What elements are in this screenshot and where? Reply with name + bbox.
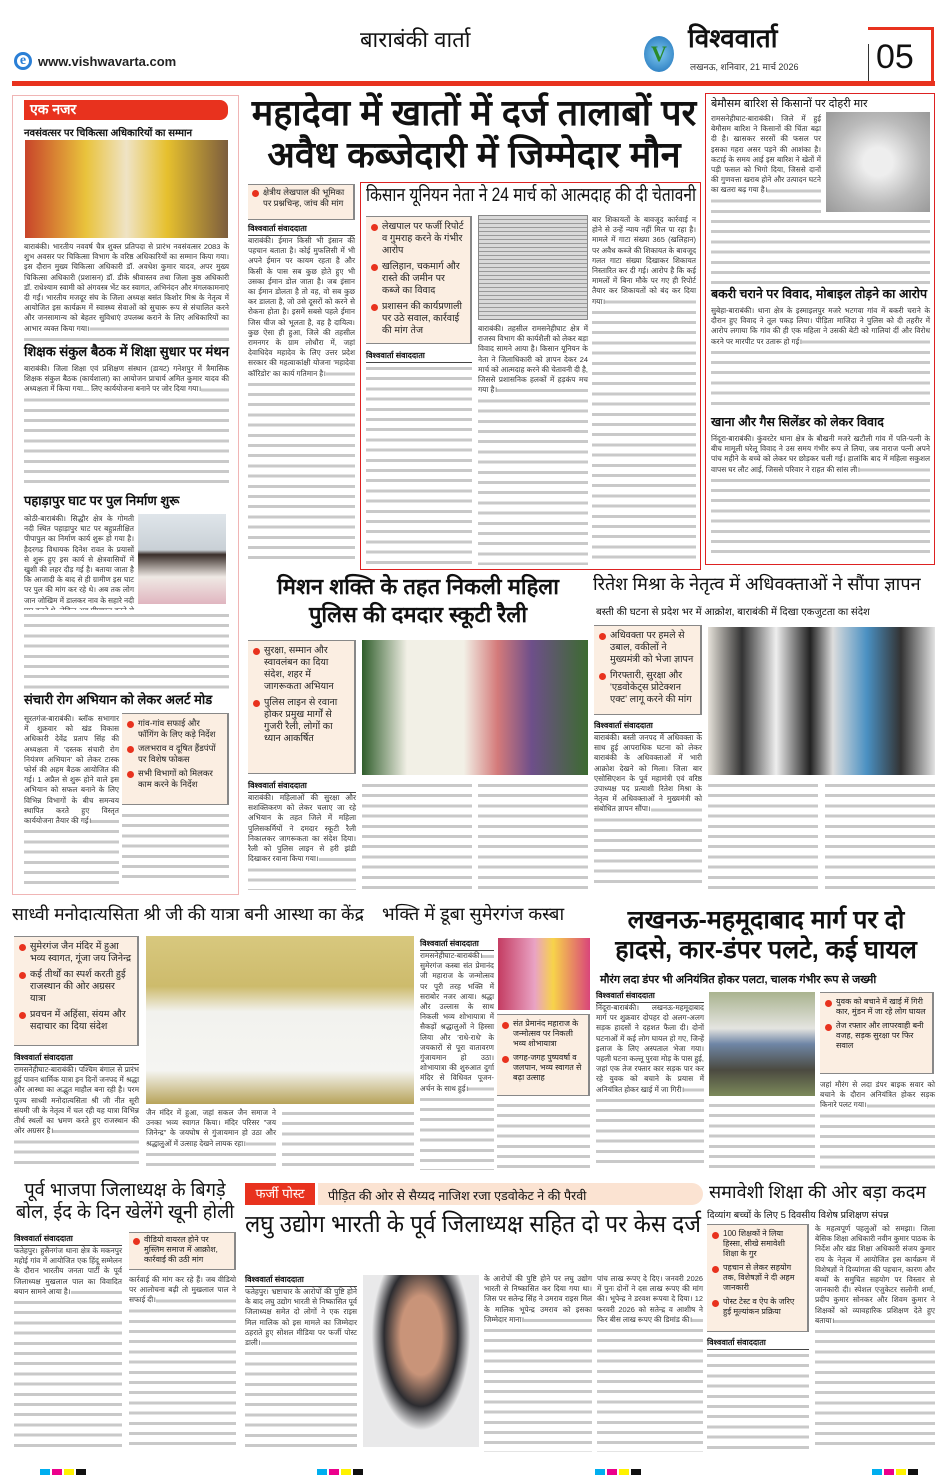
highlight-item: कई तीर्थों का स्पर्श करती हुई राजस्थान की ओर अग्रसर यात्रा	[19, 969, 132, 1005]
article-title: पहाड़ापुर घाट पर पुल निर्माण शुरू	[24, 493, 180, 508]
article-body: फतेहपुर। भ्रष्टाचार के आरोपों की पुष्टि होने के बाद लघु उद्योग भारती से निष्कासित पूर्व जिलाध्यक्ष समेत दो लोगों ने एक राइस मिल मालिक को इस मामले का जिम्मेदार ठहराते हुए सोशल मीडिया पर फर्जी पोस्ट डाली।	[245, 1287, 357, 1452]
highlights-box	[14, 936, 139, 1046]
byline: विश्ववार्ता संवाददाता	[248, 223, 355, 236]
article-title: बेमौसम बारिश से किसानों पर दोहरी मार	[711, 98, 868, 110]
highlights-box	[366, 216, 472, 344]
article-body: बाराबंकी। ईमान किसी भी इंसान की पहचान बताता है। कोई मुफलिसी में भी अपने ईमान पर कायम रहता है और किसी के पास सब कुछ होते हुए भी उसका ईमान डोल जाता है। जब इंसान का ईमान डोलता है तो वह, वो सब कुछ कर डालता है, जो उसे दूसरों को करने से रोकना होता है। इसमें सबसे पहले ईमान जिस चीज को भूलता है, वह है दायित्व। कुछ ऐसा ही हुआ, जिले की तहसील रामनगर के ग्राम लोधौरा में, जहां देवाधिदेव महादेव के लिए उत्तर प्रदेश सरकार की महत्वाकांक्षी योजना 'महादेवा कॉरिडोर' का कार्य गतिमान है।	[248, 236, 355, 566]
lead-headline	[248, 92, 700, 176]
article-body: निंदूरा-बाराबंकी। लखनऊ-महमूदाबाद मार्ग पर शुक्रवार दोपहर दो अलग-अलग सड़क हादसों ने दहशत फैला दी। दोनों घटनाओं में कई लोग घायल हो गए, जिन्हें इलाज के लिए अस्पताल भेजा गया। पहली घटना कल्लू पुरवा मोड़ के पास हुई, जहां एक तेज रफ्तार कार सड़क पार कर रहे युवक को बचाने के प्रयास में अनियंत्रित होकर खाई में जा गिरी।	[596, 1003, 704, 1170]
brand-logo: V	[644, 36, 674, 72]
article-body-cont	[24, 610, 229, 690]
article-body: के महत्वपूर्ण पहलुओं को समझा। जिला बेसिक शिक्षा अधिकारी नवीन कुमार पाठक के निर्देश और खंड शिक्षा अधिकारी संजय कुमार राय के नेतृत्व में आयोजित इस कार्यक्रम में विशेषज्ञों ने दिव्यांगता की पहचान, कारण और बच्चों के समुचित सहयोग पर विस्तार से जानकारी दी। स्पेशल एजुकेटर सलोनी शर्मा, प्रदीप कुमार सोनकर और शिवम कुमार ने शिक्षकों को व्यावहारिक प्रशिक्षण देते हुए बताया।	[815, 1224, 935, 1452]
highlight-item: 100 शिक्षकों ने लिया हिस्सा, सीखे समावेशी शिक्षा के गुर	[712, 1229, 802, 1259]
article-headline	[596, 905, 936, 965]
article-title: साध्वी मनोदात्यसिता श्री जी की यात्रा बनी आस्था का केंद्र	[12, 904, 364, 924]
highlight-item: तेज रफ्तार और लापरवाही बनी वजह, सड़क सुरक्षा पर फिर सवाल	[825, 1021, 927, 1051]
article-title: लघु उद्योग भारती के पूर्व जिलाध्यक्ष सहित दो पर केस दर्ज	[245, 1211, 701, 1238]
highlight-item: प्रशासन की कार्यप्रणाली पर उठे सवाल, कार्रवाई की मांग तेज	[371, 301, 465, 337]
article-title: खाना और गैस सिलेंडर को लेकर विवाद	[711, 415, 884, 429]
headline-line: लखनऊ-महमूदाबाद मार्ग पर दो	[627, 906, 905, 934]
article-body: कोठी-बाराबंकी। सिद्धौर क्षेत्र के गोमती नदी स्थित पहाड़ापुर घाट पर बहुप्रतीक्षित पीपापुल का निर्माण कार्य शुरू हो गया है। हैदरगढ़ विधायक दिनेश रावत के प्रयासों से शुरू हुए इस कार्य से क्षेत्रवासियों में खुशी की लहर दौड़ गई है। बताया जाता है कि आजादी के बाद से ही ग्रामीण इस घाट पर पुल की मांग कर रहे थे। अब तक लोग जान जोखिम में डालकर नाव के सहारे नदी	[24, 514, 134, 608]
article-body: फतेहपुर। हुसैनगंज थाना क्षेत्र के मकनपुर महोई गांव में आयोजित एक हिंदू सम्मेलन के दौरान भारतीय जनता पार्टी के पूर्व जिलाध्यक्ष मुखलाल पाल का विवादित बयान सामने आया है।	[14, 1246, 122, 1452]
article-title: किसान यूनियन नेता ने 24 मार्च को आत्मदाह की दी चेतावनी	[366, 185, 696, 206]
byline: विश्ववार्ता संवाददाता	[248, 780, 356, 793]
article-body-cont	[497, 1100, 590, 1170]
color-registration-marks	[40, 1462, 920, 1480]
highlight-item: क्षेत्रीय लेखपाल की भूमिका पर प्रश्नचिन्ह, जांच की मांग	[252, 187, 349, 209]
article-body-cont	[362, 780, 472, 890]
article-body: बाराबंकी। तहसील रामसनेहीघाट क्षेत्र में राजस्व विभाग की कार्यशैली को लेकर बड़ा विवाद सामने आया है। किसान यूनियन के नेता ने जिलाधिकारी को ज्ञापन देकर 24 मार्च को आत्मदाह करने की चेतावनी दी है, जिससे प्रशासनिक हलकों में हड़कंप मच गया है।	[478, 324, 588, 565]
strapline: पीड़ित की ओर से सैय्यद नाजिश रजा एडवोकेट ने की पैरवी	[328, 1189, 587, 1203]
highlight-item: प्रवचन में अहिंसा, संयम और सदाचार का दिया संदेश	[19, 1009, 132, 1033]
lead-highlight	[248, 184, 355, 220]
byline: विश्ववार्ता संवाददाता	[245, 1274, 357, 1287]
highlight-item: सभी विभागों को मिलकर काम करने के निर्देश	[127, 768, 222, 789]
article-body-cont	[282, 1108, 414, 1170]
article-body: रामसनेहीघाट-बाराबंकी। पश्चिम बंगाल से प्रारंभ हुई पावन धार्मिक यात्रा इन दिनों जनपद में श्रद्धा और आस्था का अद्भुत माहौल बना रही है। परम पूज्य साध्वी मनोदात्यसिता श्री जी नीत सूरी संयमी जी के नेतृत्व में चल रही यह यात्रा विभिन्न तीर्थ स्थलों का भ्रमण करते हुए राजस्थान की ओर अग्रसर है।	[14, 1065, 139, 1170]
article-body: बाराबंकी। बस्ती जनपद में अधिवक्ता के साथ हुई आपराधिक घटना को लेकर बाराबंकी के अधिवक्ताओं में भारी आक्रोश देखने को मिला। जिला बार एसोसिएशन के पूर्व महामंत्री एवं वरिष्ठ उपाध्यक्ष पद प्रत्याशी रितेश मिश्रा के नेतृत्व में अधिवक्ताओं ने मुख्यमंत्री को संबोधित ज्ञापन सौंपा।	[594, 733, 702, 890]
article-title: पूर्व भाजपा जिलाध्यक्ष के बिगड़े बोल, ईद के दिन खेलेंगे खूनी होली	[15, 1180, 235, 1223]
highlights-box	[820, 992, 934, 1074]
shobhayatra-photo	[498, 938, 590, 1010]
memorandum-document-photo	[478, 215, 588, 320]
accused-portrait	[363, 1275, 479, 1447]
mla-photo	[138, 514, 226, 604]
article-body: बार शिकायतों के बावजूद कार्रवाई न होने से उन्हें न्याय नहीं मिल पा रहा है। मामले में गाटा संख्या 365 (खलिहान) पर अवैध कब्जे की शिकायत के बावजूद गलत गाटा संख्या दिखाकर शिकायत निस्तारित कर दी गई। आरोप है कि कई मामलों में बिना मौके पर गए ही रिपोर्ट तैयार कर शिकायतों को बंद कर दिया गया।	[592, 215, 696, 565]
article-subtitle: मौरंग लदा डंपर भी अनियंत्रित होकर पलटा, चालक गंभीर रूप से जख्मी	[600, 974, 877, 986]
highlight-item: गिरफ्तारी, सुरक्षा और 'एडवोकेट्स प्रोटेक्शन एक्ट' लागू करने की मांग	[599, 670, 695, 706]
hail-photo	[826, 112, 930, 212]
brand-name: विश्ववार्ता	[688, 23, 778, 53]
scooty-rally-photo	[362, 640, 588, 775]
headline-line: हादसे, कार-डंपर पलटे, कई घायल	[615, 936, 917, 964]
highlight-item: सुरक्षा, सम्मान और स्वावलंबन का दिया संदेश, शहर में जागरूकता अभियान	[253, 645, 349, 693]
advocates-photo	[708, 627, 935, 775]
highlights-box	[707, 1224, 809, 1332]
byline: विश्ववार्ता संवाददाता	[366, 350, 472, 363]
highlight-item: लेखपाल पर फर्जी रिपोर्ट व गुमराह करने के गंभीर आरोप	[371, 221, 465, 257]
article-subtitle: बस्ती की घटना से प्रदेश भर में आक्रोश, बाराबंकी में दिखा एकजुटता का संदेश	[596, 607, 870, 618]
article-body-cont	[711, 216, 930, 284]
article-body: पांच लाख रूपए दे दिए। जनवरी 2026 में पुनः दोनों ने दस लाख रूपए की मांग की। भूपेन्द्र ने डरवश रूपया दे दिया। 12 फरवरी 2026 को सतेन्द्र व आशीष ने फिर बीस लाख रूपए की डिमांड की।	[597, 1274, 703, 1452]
dateline: लखनऊ, शनिवार, 21 मार्च 2026	[690, 62, 799, 72]
article-title: बकरी चराने पर विवाद, मोबाइल तोड़ने का आरोप	[711, 287, 928, 301]
headline-line: पुलिस की दमदार स्कूटी रैली	[308, 602, 528, 627]
header-rule	[12, 81, 935, 86]
article-title: नवसंवत्सर पर चिकित्सा अधिकारियों का सम्मान	[24, 128, 193, 139]
website-icon: e	[14, 52, 32, 70]
highlights-box	[248, 640, 356, 774]
section-title: बाराबंकी वार्ता	[360, 27, 471, 52]
highlight-item: सुमेरगंज जैन मंदिर में हुआ भव्य स्वागत, गूंजा जय जिनेन्द्र	[19, 941, 132, 965]
article-body: रामसनेहीघाट-बाराबंकी। सुमेरगंज कस्बा संत प्रेमानंद जी महाराज के जन्मोत्सव पर पूरी तरह भक्ति में सराबोर नजर आया। श्रद्धा और उल्लास के साथ निकली भव्य शोभायात्रा में सैकड़ों श्रद्धालुओं ने हिस्सा लिया और 'राधे-राधे' के जयकारों से पूरा वातावरण गुंजायमान हो उठा। शोभायात्रा की शुरुआत दुर्गा मंदिर से विधिवत पूजन-अर्चन के साथ हुई।	[420, 951, 494, 1170]
byline: विश्ववार्ता संवाददाता	[707, 1337, 809, 1350]
felicitation-photo	[25, 140, 228, 238]
article-headline	[248, 573, 588, 629]
article-body: जैन मंदिर में हुआ, जहां सकल जैन समाज ने उनका भव्य स्वागत किया। मंदिर परिसर "जय जिनेन्द्र" के जयघोष से गुंजायमान हो उठा और श्रद्धालुओं में उत्साह देखने लायक रहा।	[146, 1108, 276, 1170]
article-subtitle: दिव्यांग बच्चों के लिए 5 दिवसीय विशेष प्रशिक्षण संपन्न	[707, 1210, 889, 1221]
article-title: शिक्षक संकुल बैठक में शिक्षा सुधार पर मंथन	[24, 344, 229, 359]
article-body-cont	[709, 1100, 815, 1170]
article-body-cont	[708, 780, 818, 890]
highlight-item: पुलिस लाइन से रवाना होकर प्रमुख मार्गों से गुजरी रैली, लोगों का ध्यान आकर्षित	[253, 697, 349, 745]
article-body: बाराबंकी। जिला शिक्षा एवं प्रशिक्षण संस्थान (डायट) गनेशपुर में त्रैमासिक शिक्षक संकुल बैठक (कार्यशाला) का आयोजन प्राचार्य अमित कुमार यादव की अध्यक्षता में किया गया... लिए कार्ययोजना बनाने पर जोर दिया गया।	[24, 364, 229, 486]
article-body: रामसनेहीघाट-बाराबंकी। जिले में हुई बेमौसम बारिश ने किसानों की चिंता बढ़ा दी है। खासकर सरसों की फसल पर इसका गहरा असर पड़ने की आशंका है। कटाई के समय आई इस बारिश ने खेतों में पड़ी फसल को भिगो दिया, जिससे दानों की गुणवत्ता खराब होने और उत्पादन घटने का खतरा बढ़ गया है।	[711, 114, 821, 214]
website-url[interactable]: www.vishwavarta.com	[38, 54, 177, 69]
page-number: 05	[876, 38, 914, 76]
byline: विश्ववार्ता संवाददाता	[420, 938, 494, 951]
highlight-item: पहचान से लेकर सहयोग तक, विशेषज्ञों ने दी अहम जानकारी	[712, 1263, 802, 1293]
highlight-item: जगह-जगह पुष्पवर्षा व जलपान, भव्य स्वागत से बढ़ा उत्साह	[502, 1053, 583, 1083]
headline-line: मिशन शक्ति के तहत निकली महिला	[277, 574, 559, 599]
highlight-item: युवक को बचाने में खाई में गिरी कार, मुंडन में जा रहे लोग घायल	[825, 997, 927, 1017]
article-body: सुबेहा-बाराबंकी। थाना क्षेत्र के इस्माइलपुर मजरे भटगवा गांव में बकरी चराने के दौरान हुए विवाद ने तूल पकड़ लिया। पीड़िता माजिदा ने पुलिस को दी तहरीर में आरोप लगाया कि गांव की ही एक महिला ने उसकी बेटी को गालियां दीं और विरोध करने पर मारपीट पर उतारू हो गई।	[711, 306, 930, 412]
highlight-item: अधिवक्ता पर हमले से उबाल, वकीलों ने मुख्यमंत्री को भेजा ज्ञापन	[599, 630, 695, 666]
sadhvi-photo	[146, 936, 414, 1104]
page-number-box	[868, 27, 934, 83]
highlight-item: वीडियो वायरल होने पर मुस्लिम समाज में आक्रोश, कार्रवाई की उठी मांग	[133, 1235, 230, 1265]
article-body-cont	[122, 810, 229, 884]
article-body: निंदूरा-बाराबंकी। कुंवरटेर थाना क्षेत्र के बौखनी मजरे खटौली गांव में पति-पत्नी के बीच मामूली घरेलू विवाद ने उस समय गंभीर रूप ले लिया, जब नाराज पत्नी अपने पांच महीने के बच्चे को लेकर घर छोड़कर चली गई। हालांकि बाद में महिला सकुशल वापस घर लौट आई, जिससे परिवार ने राहत की सांस ली।	[711, 434, 930, 560]
article-body-cont	[478, 780, 588, 890]
ek-nazar-tag: एक नजर	[24, 100, 228, 120]
article-body: जहां मौरंग से लदा डंपर बाइक सवार को बचाने के दौरान अनियंत्रित होकर सड़क किनारे पलट गया।	[820, 1080, 935, 1170]
highlight-item: संत प्रेमानंद महाराज के जन्मोत्सव पर निकली भव्य शोभायात्रा	[502, 1019, 583, 1049]
article-body: के आरोपों की पुष्टि होने पर लघु उद्योग भारती से निष्कासित कर दिया गया था। जिस पर सतेन्द्र सिंह ने उमराव राइस मिल के मालिक भूपेन्द्र उमराव को इसका जिम्मेदार माना।	[484, 1274, 592, 1452]
article-body-cont	[707, 1350, 809, 1452]
highlight-item: गांव-गांव सफाई और फॉगिंग के लिए कड़े निर्देश	[127, 718, 222, 739]
accident-photo	[709, 992, 815, 1096]
highlights-box	[497, 1014, 590, 1096]
article-body-cont	[825, 780, 935, 890]
byline: विश्ववार्ता संवाददाता	[594, 720, 702, 733]
highlight-item: पोस्ट टेस्ट व ऐप के जरिए हुई मूल्यांकन प्रक्रिया	[712, 1297, 802, 1317]
lead-headline-line: महादेवा में खातों में दर्ज तालाबों पर	[251, 92, 697, 133]
byline: विश्ववार्ता संवाददाता	[14, 1052, 139, 1065]
lead-headline-line: अवैध कब्जेदारी में जिम्मेदार मौन	[267, 134, 681, 175]
article-title: समावेशी शिक्षा की ओर बड़ा कदम	[709, 1182, 926, 1202]
fake-post-tag: फर्जी पोस्ट	[245, 1183, 315, 1205]
highlights-box	[122, 713, 229, 805]
highlights-box	[129, 1232, 236, 1270]
byline: विश्ववार्ता संवाददाता	[596, 990, 704, 1003]
byline: विश्ववार्ता संवाददाता	[14, 1233, 122, 1246]
highlights-box	[594, 625, 702, 715]
article-body: कार्रवाई की मांग कर रहे हैं। जब वीडियो पर आलोचना बढ़ी तो मुखलाल पाल ने सफाई दी।	[129, 1275, 236, 1452]
highlight-item: जलभराव व दूषित हैंडपंपों पर विशेष फोकस	[127, 743, 222, 764]
article-title: संचारी रोग अभियान को लेकर अलर्ट मोड	[24, 692, 213, 707]
article-title: भक्ति में डूबा सुमेरगंज कस्बा	[382, 904, 565, 924]
highlight-item: खलिहान, चकमार्ग और रास्ते की जमीन पर कब्जे का विवाद	[371, 261, 465, 297]
article-body: सूरतगंज-बाराबंकी। ब्लॉक सभागार में शुक्रवार को खंड विकास अधिकारी देवेंद्र प्रताप सिंह की अध्यक्षता में 'दस्तक संचारी रोग नियंत्रण अभियान' को लेकर टास्क फोर्स की अहम बैठक आयोजित की गई। 1 अप्रैल से शुरू होने वाले इस अभियान को सफल बनाने के लिए विभिन्न विभागों के बीच समन्वय स्थापित करते हुए विस्तृत कार्ययोजना तैयार की गई।	[24, 714, 119, 884]
article-body: बाराबंकी। भारतीय नववर्ष चैत्र शुक्ल प्रतिपदा से प्रारंभ नवसंवत्सर 2083 के शुभ अवसर पर चिकित्सा विभाग के वरिष्ठ अधिकारियों का सम्मान किया गया। इस दौरान मुख्य चिकित्सा अधिकारी डॉ. अवधेश कुमार यादव, अपर मुख्य चिकित्सा अधिकारी (प्रशासन) डॉ. डीके श्रीवास्तव तथा जिला कुष्ठ अधिकारी डॉ. राधेश्याम स्वामी को अंगवस्त्र भेंट कर स्वागत, अभिनंदन और मंगलकामनाएं दी गईं। भारतीय मजदूर संघ के जिला अध्यक्ष बसंत किशोर मिश्र के नेतृत्व में आयोजित इस कार्यक्रम में स्वास्थ्य सेवाओं को सुचारू रूप से संचालित करने और जनसामान्य को बेहतर सुविधाएं उपलब्ध कराने के लिए अधिकारियों का आभार व्यक्त किया गया।	[24, 242, 229, 342]
article-body: बाराबंकी। महिलाओं की सुरक्षा और सशक्तिकरण को लेकर चलाए जा रहे अभियान के तहत जिले में महिला पुलिसकर्मियों ने दमदार स्कूटी रैली निकालकर जागरूकता का संदेश दिया। रैली को पुलिस लाइन से हरी झंडी दिखाकर रवाना किया गया।	[248, 793, 356, 890]
article-title: रितेश मिश्रा के नेतृत्व में अधिवक्ताओं ने सौंपा ज्ञापन	[593, 574, 921, 594]
article-body	[366, 363, 472, 565]
